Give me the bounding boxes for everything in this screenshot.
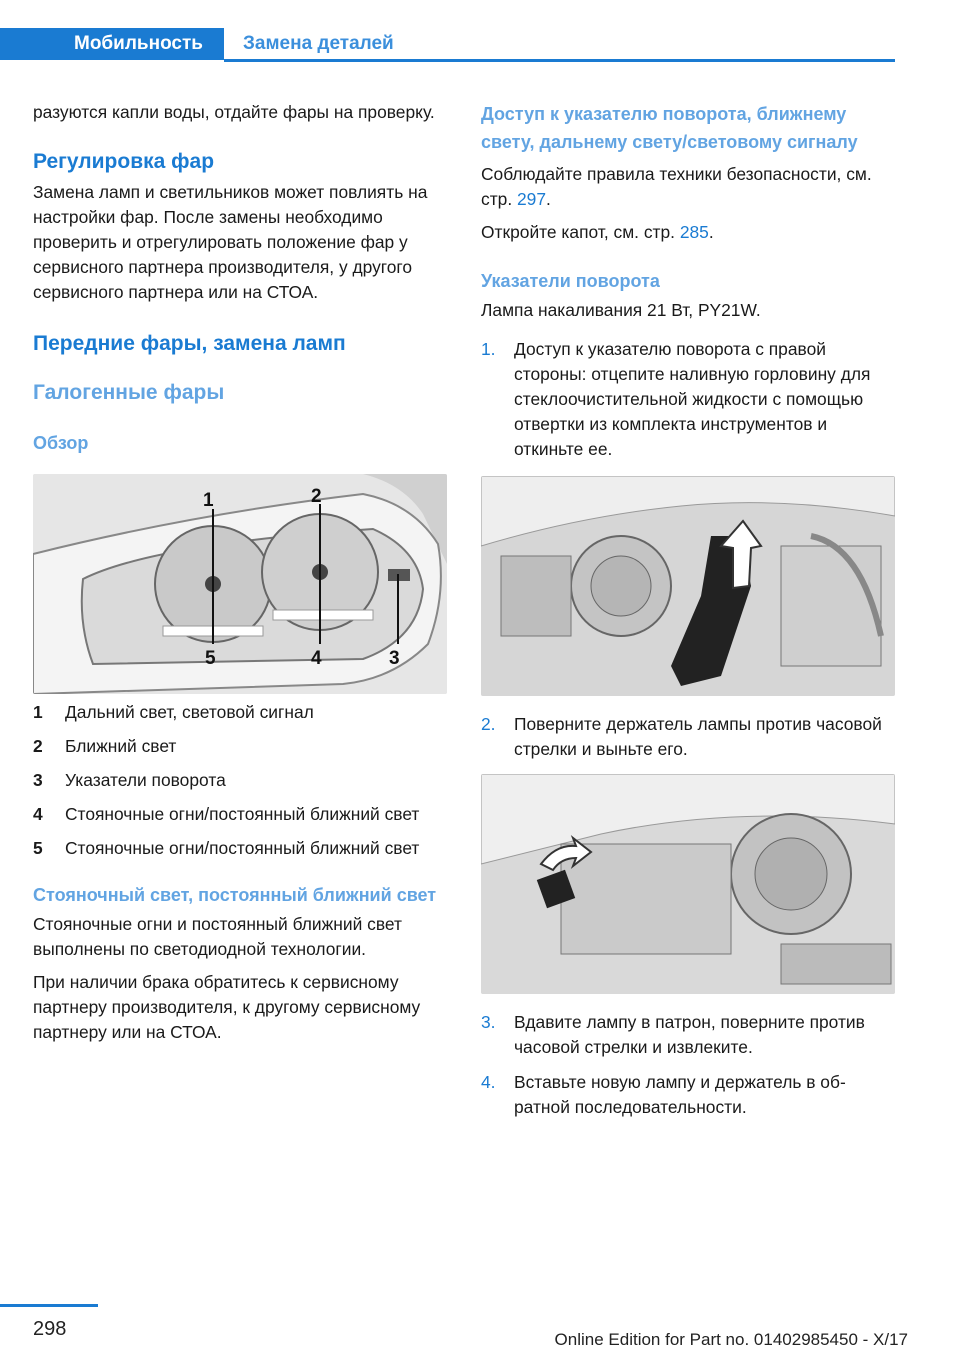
safety-page-link[interactable]: 297: [517, 189, 547, 209]
legend-num: 5: [33, 838, 43, 858]
edition-note: Online Edition for Part no. 01402985450 - X/17: [554, 1330, 908, 1349]
step-number: 2.: [481, 714, 496, 734]
legend-text: Стояночные огни/постоянный ближний свет: [65, 838, 420, 858]
hood-text-pre: Откройте капот, см. стр.: [481, 222, 680, 242]
hood-page-link[interactable]: 285: [679, 222, 709, 242]
step-item: [481, 337, 895, 462]
step-number: 1.: [481, 339, 496, 359]
tab-parts-replacement[interactable]: Замена деталей: [243, 33, 394, 54]
step-text: Вдавите лампу в патрон, поверните против часовой стрелки и извлеките.: [514, 1012, 865, 1057]
step-text: Вставьте новую лампу и держатель в обратной последовательности.: [514, 1072, 846, 1117]
header-bar: [0, 28, 895, 62]
step-text: Поверните держатель лампы против часовой стрелки и выньте его.: [514, 714, 882, 759]
legend-text: Указатели поворота: [65, 770, 226, 790]
figure-label-5: 5: [205, 648, 216, 669]
right-column: [481, 100, 895, 1130]
headlight-figure: [33, 474, 447, 694]
intro-text: разуются капли воды, отдайте фары на проверку.: [33, 102, 435, 122]
legend-item: [33, 734, 451, 759]
figure-legend: [33, 700, 451, 861]
engine-bay-figure-1: [481, 476, 895, 696]
turn-signals-title: Указатели поворота: [481, 271, 660, 291]
legend-num: 2: [33, 736, 43, 756]
engine-bay-figure-2: [481, 774, 895, 994]
parking-text-1: Стояночные огни и постоянный ближний свет выполнены по светодиодной технологии.: [33, 914, 402, 959]
overview-title: Обзор: [33, 433, 89, 453]
safety-text: [481, 162, 895, 212]
step-item: [481, 1010, 895, 1060]
legend-item: [33, 836, 451, 861]
step-item: [481, 712, 895, 762]
parking-text-2: При наличии брака обратитесь к сервисному партнеру производителя, к другому сервисному партнеру или на СТОА.: [33, 972, 421, 1042]
safety-text-pre: Соблюдайте правила техники безопасности, см. стр.: [481, 164, 872, 209]
legend-item: [33, 802, 451, 827]
legend-num: 4: [33, 804, 43, 824]
figure-label-1: 1: [203, 490, 214, 511]
safety-text-post: .: [546, 189, 551, 209]
page-number: 298: [33, 1318, 67, 1340]
legend-num: 1: [33, 702, 43, 722]
halogen-title: Галогенные фары: [33, 381, 225, 404]
legend-item: [33, 768, 451, 793]
step-number: 4.: [481, 1072, 496, 1092]
legend-num: 3: [33, 770, 43, 790]
legend-text: Дальний свет, световой сигнал: [65, 702, 314, 722]
tab-mobility[interactable]: Мобильность: [0, 28, 224, 60]
access-title: Доступ к указателю поворота, ближнему свету, дальнему свету/световому сигналу: [481, 104, 858, 152]
hood-text-post: .: [708, 222, 714, 242]
step-number: 3.: [481, 1012, 496, 1032]
legend-text: Ближний свет: [65, 736, 177, 756]
front-lamps-title: Передние фары, замена ламп: [33, 332, 346, 355]
left-column: [33, 100, 451, 1053]
hood-text: [481, 220, 895, 245]
legend-text: Стояночные огни/постоянный ближний свет: [65, 804, 420, 824]
step-item: [481, 1070, 895, 1120]
step-text: Доступ к указателю поворота с правой стороны: отцепите наливную горловину для стеклоочистительной жидкости с помощью отвертки из комплекта инструментов и откиньте ее.: [514, 339, 871, 459]
turn-lamp-spec: Лампа накаливания 21 Вт, PY21W.: [481, 300, 761, 320]
legend-item: [33, 700, 451, 725]
footer-rule: [0, 1304, 98, 1307]
figure-label-3: 3: [389, 648, 400, 669]
figure-label-2: 2: [311, 486, 322, 507]
header-rule: [224, 59, 895, 62]
figure-label-4: 4: [311, 648, 322, 669]
headlight-adjust-title: Регулировка фар: [33, 150, 215, 173]
parking-title: Стояночный свет, постоянный ближний свет: [33, 885, 437, 905]
headlight-adjust-text: Замена ламп и светильников может повлиять на настройки фар. После замены необходимо проверить и отрегулировать положение фар у сервисного партнера производителя, у другого сервисного партнера или на СТОА.: [33, 182, 428, 302]
